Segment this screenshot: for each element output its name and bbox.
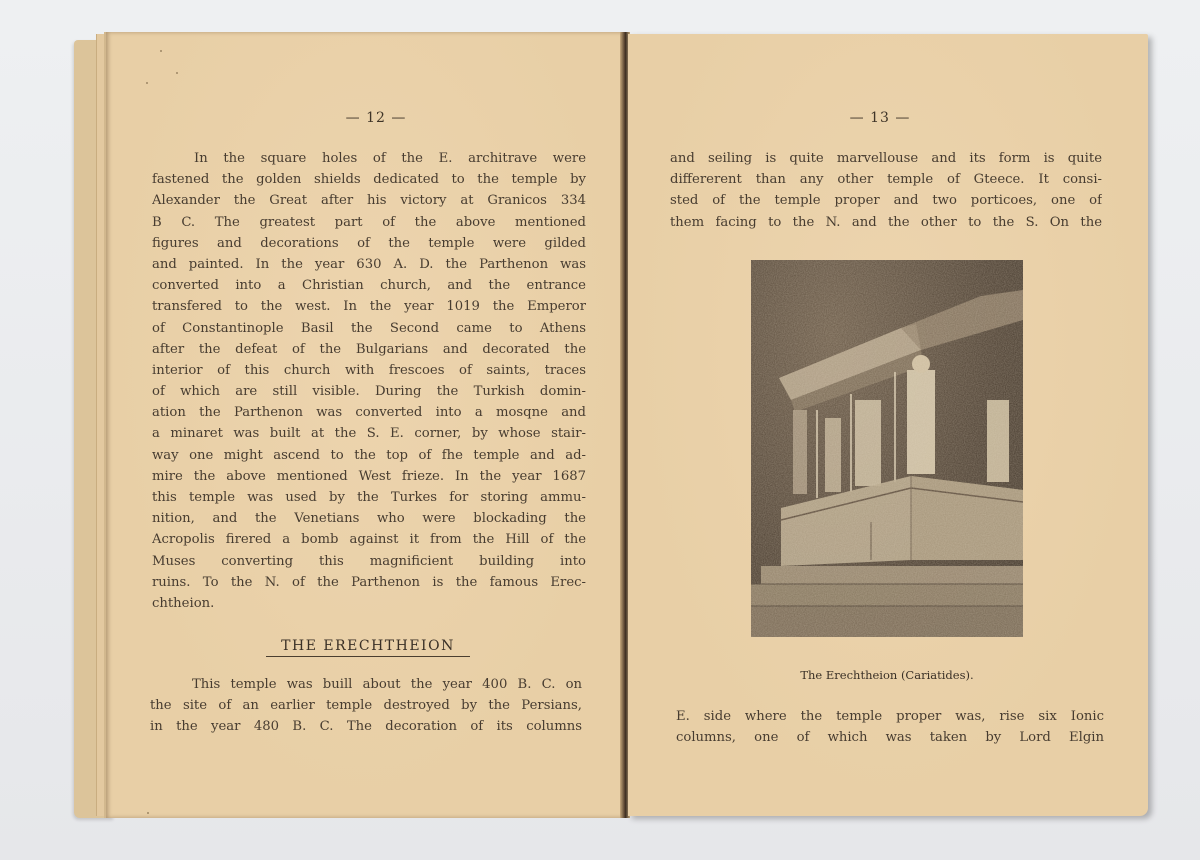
text-line: this temple was used by the Turkes for storing ammu- <box>152 490 586 505</box>
page-number-left: — 12 — <box>345 110 407 126</box>
text-line: transfered to the west. In the year 1019 the Emperor <box>152 299 586 315</box>
text-line: fastened the golden shields dedicated to the temple by <box>152 172 586 188</box>
text-line: B C. The greatest part of the above mentioned <box>152 214 586 230</box>
text-line: them facing to the N. and the other to the S. On the <box>670 214 1102 230</box>
text-line: ruins. To the N. of the Parthenon is the famous Erec- <box>152 574 586 590</box>
section-heading: THE ERECHTHEION <box>266 638 470 657</box>
paper-speck <box>146 82 148 84</box>
text-line: in the year 480 B. C. The decoration of its columns <box>150 719 582 735</box>
text-line: interior of this church with frescoes of saints, traces <box>152 362 586 378</box>
text-line: way one might ascend to the top of fhe temple and ad- <box>152 447 586 463</box>
text-line: and seiling is quite marvellouse and its form is quite <box>670 151 1102 166</box>
text-line: figures and decorations of the temple were gilded <box>152 235 586 251</box>
text-line: of which are still visible. During the Turkish domin- <box>152 384 586 400</box>
text-line: sted of the temple proper and two porticoes, one of <box>670 193 1102 209</box>
text-line: columns, one of which was taken by Lord Elgin <box>676 730 1104 746</box>
text-line: Alexander the Great after his victory at Granicos 334 <box>152 193 586 209</box>
figure-caption: The Erechtheion (Cariatides). <box>800 668 974 682</box>
right-paragraph-1 <box>670 148 1102 233</box>
left-paragraph-2 <box>150 674 582 738</box>
paper-speck <box>176 72 178 74</box>
text-line: and painted. In the year 630 A. D. the Parthenon was <box>152 256 586 272</box>
text-line: mire the above mentioned West frieze. In the year 1687 <box>152 468 586 484</box>
text-line: a minaret was built at the S. E. corner, by whose stair- <box>152 426 586 442</box>
text-line: converted into a Christian church, and the entrance <box>152 278 586 294</box>
text-line: differerent than any other temple of Gteece. It consi- <box>670 172 1102 188</box>
erechtheion-photo <box>751 260 1023 637</box>
text-line: nition, and the Venetians who were blockading the <box>152 511 586 527</box>
text-line: after the defeat of the Bulgarians and decorated the <box>152 341 586 357</box>
text-line: chtheion. <box>152 595 215 611</box>
page-number-right: — 13 — <box>849 110 911 126</box>
text-line: Acropolis firered a bomb against it from the Hill of the <box>152 532 586 548</box>
caryatids-porch-icon <box>751 260 1023 637</box>
text-line: In the square holes of the E. architrave were <box>194 151 586 166</box>
text-line: Muses converting this magnificient building into <box>152 553 586 569</box>
left-paragraph-1 <box>152 148 586 614</box>
text-line: E. side where the temple proper was, rise six Ionic <box>676 709 1104 724</box>
right-paragraph-2 <box>676 706 1104 748</box>
text-line: the site of an earlier temple destroyed by the Persians, <box>150 698 582 714</box>
text-line: ation the Parthenon was converted into a mosqne and <box>152 405 586 421</box>
paper-speck <box>147 812 149 814</box>
text-line: of Constantinople Basil the Second came to Athens <box>152 320 586 336</box>
paper-speck <box>160 50 162 52</box>
text-line: This temple was buill about the year 400 B. C. on <box>192 677 582 692</box>
